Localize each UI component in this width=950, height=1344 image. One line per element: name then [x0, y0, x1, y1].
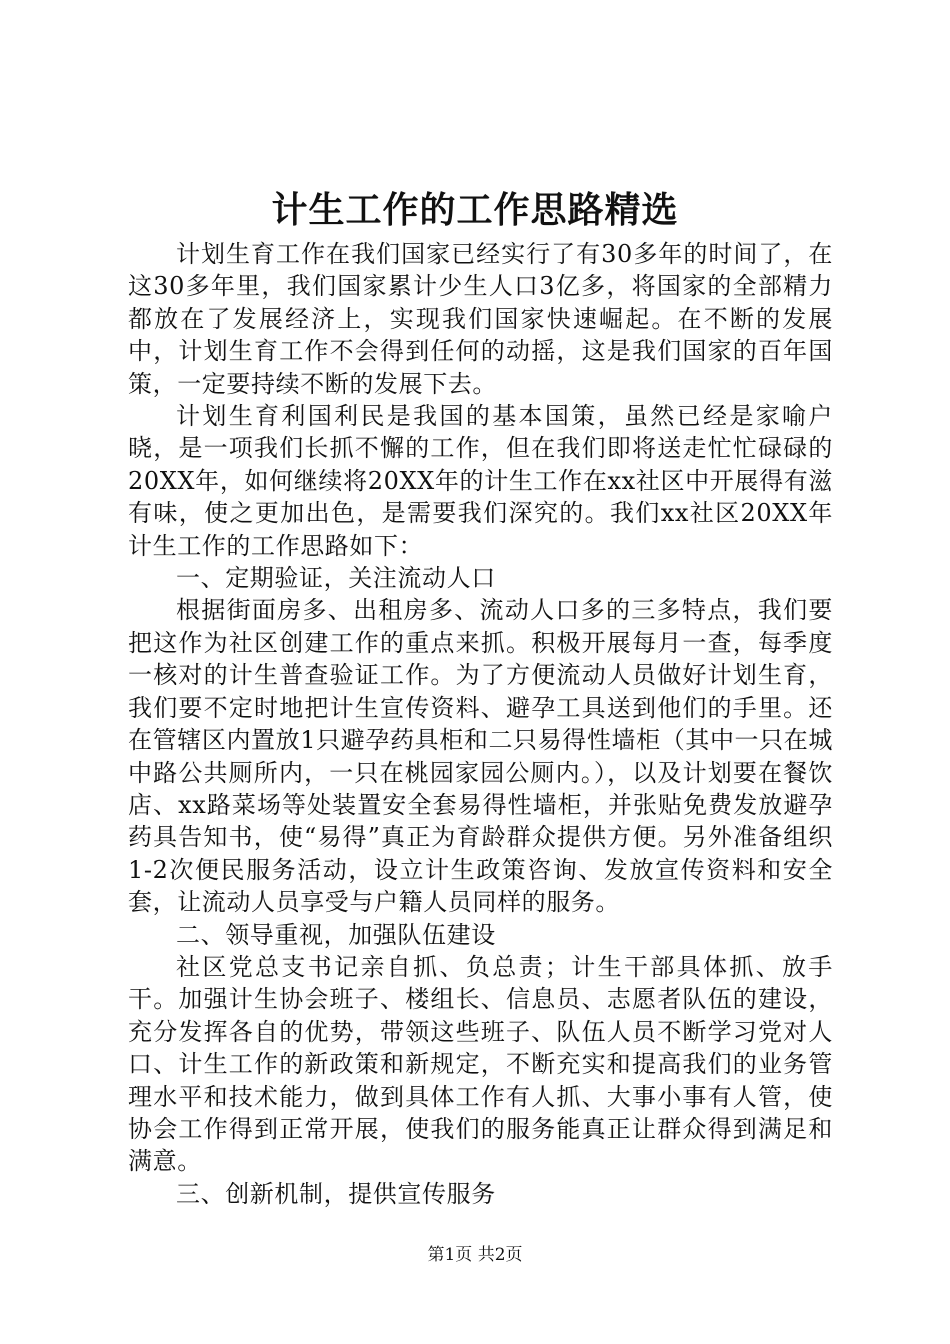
paragraph-policy: 计划生育利国利民是我国的基本国策，虽然已经是家喻户晓，是一项我们长抓不懈的工作，但在我们即将送走忙忙碌碌的20XX年，如何继续将20XX年的计生工作在xx社区中开展得有滋有味，使之更加出色，是需要我们深究的。我们xx社区20XX年计生工作的工作思路如下：	[128, 402, 833, 560]
section-heading-3: 三、创新机制，提供宣传服务	[176, 1179, 496, 1208]
document-title: 计生工作的工作思路精选	[271, 189, 679, 231]
section-heading-1: 一、定期验证，关注流动人口	[176, 564, 496, 593]
section-heading-2: 二、领导重视，加强队伍建设	[176, 920, 496, 949]
paragraph-intro: 计划生育工作在我们国家已经实行了有30多年的时间了，在这30多年里，我们国家累计少生人口3亿多，将国家的全部精力都放在了发展经济上，实现我们国家快速崛起。在不断的发展中，计划生育工作不会得到任何的动摇，这是我们国家的百年国策，一定要持续不断的发展下去。	[128, 240, 833, 398]
paragraph-section-2: 社区党总支书记亲自抓、负总责；计生干部具体抓、放手干。加强计生协会班子、楼组长、信息员、志愿者队伍的建设，充分发挥各自的优势，带领这些班子、队伍人员不断学习党对人口、计生工作的新政策和新规定，不断充实和提高我们的业务管理水平和技术能力，做到具体工作有人抓、大事小事有人管，使协会工作得到正常开展，使我们的服务能真正让群众得到满足和满意。	[128, 952, 833, 1176]
paragraph-section-1: 根据街面房多、出租房多、流动人口多的三多特点，我们要把这作为社区创建工作的重点来抓。积极开展每月一查，每季度一核对的计生普查验证工作。为了方便流动人员做好计划生育，我们要不定时地把计生宣传资料、避孕工具送到他们的手里。还在管辖区内置放1只避孕药具柜和二只易得性墙柜（其中一只在城中路公共厕所内，一只在桃园家园公厕内。），以及计划要在餐饮店、xx路菜场等处装置安全套易得性墙柜，并张贴免费发放避孕药具告知书，使“易得”真正为育龄群众提供方便。另外准备组织1-2次便民服务活动，设立计生政策咨询、发放宣传资料和安全套，让流动人员享受与户籍人员同样的服务。	[128, 596, 833, 917]
page-number-footer: 第1页 共2页	[427, 1245, 523, 1265]
document-body	[128, 238, 833, 1210]
